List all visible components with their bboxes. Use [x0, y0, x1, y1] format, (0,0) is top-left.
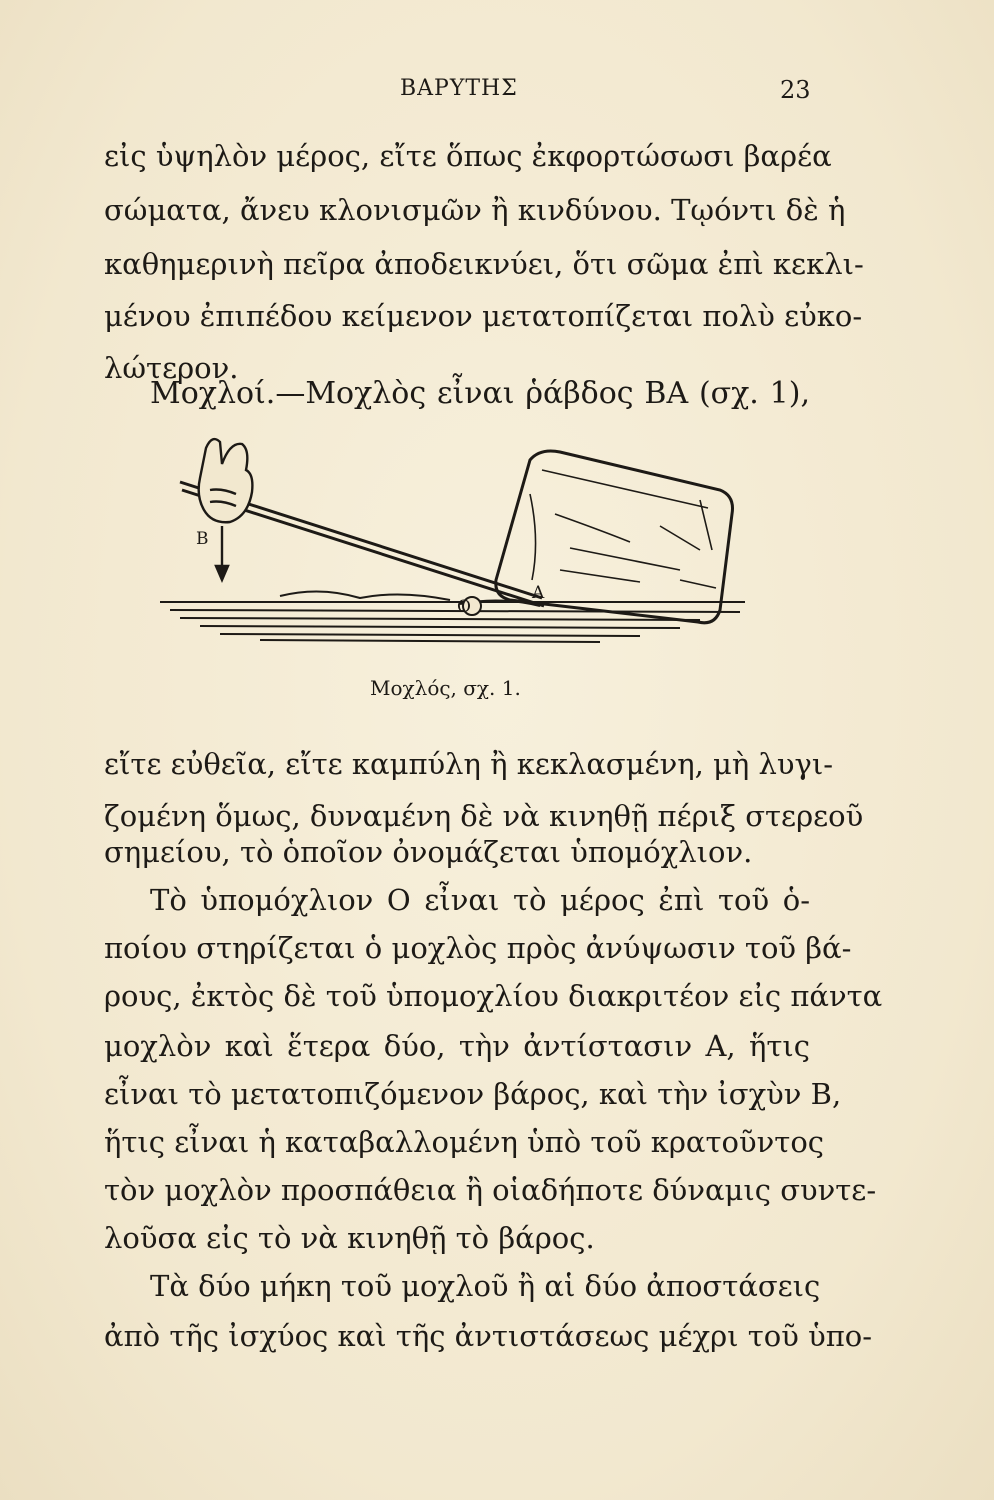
text-line: ἥτις εἶναι ἡ καταβαλλομένη ὑπὸ τοῦ κρατοῦντος: [104, 1125, 825, 1159]
label-a: A: [532, 583, 545, 603]
text-line: μοχλὸν καὶ ἕτερα δύο, τὴν ἀντίστασιν Α, ἥτις: [104, 1029, 810, 1063]
running-head: [0, 76, 994, 106]
text-line: ζομένη ὅμως, δυναμένη δὲ νὰ κινηθῇ πέριξ στερεοῦ: [104, 799, 864, 833]
text-line: Τὰ δύο μήκη τοῦ μοχλοῦ ἢ αἱ δύο ἀποστάσεις: [150, 1269, 821, 1303]
figure-caption: Μοχλός, σχ. 1.: [370, 676, 521, 700]
force-arrow: [216, 526, 228, 580]
text-line: εἴτε εὐθεῖα, εἴτε καμπύλη ἢ κεκλασμένη, μὴ λυγι-: [104, 747, 833, 781]
text-line: τὸν μοχλὸν προσπάθεια ἢ οἱαδήποτε δύναμις συντε-: [104, 1173, 877, 1207]
text-line: ποίου στηρίζεται ὁ μοχλὸς πρὸς ἀνύψωσιν τοῦ βά-: [104, 931, 852, 965]
text-line: μένου ἐπιπέδου κείμενον μετατοπίζεται πολὺ εὐκο-: [104, 299, 863, 333]
label-o: O: [457, 597, 471, 617]
text-line: Τὸ ὑπομόχλιον Ο εἶναι τὸ μέρος ἐπὶ τοῦ ὁ-: [150, 883, 810, 917]
page-number: 23: [780, 76, 811, 104]
text-line: ρους, ἐκτὸς δὲ τοῦ ὑπομοχλίου διακριτέον εἰς πάντα: [104, 979, 883, 1013]
text-line: σημείου, τὸ ὁποῖον ὀνομάζεται ὑπομόχλιον.: [104, 835, 753, 869]
text-line: σώματα, ἄνευ κλονισμῶν ἢ κινδύνου. Τῳόντι δὲ ἡ: [104, 193, 846, 227]
section-heading-line: Μοχλοί.—Μοχλὸς εἶναι ῥάβδος ΒΑ (σχ. 1),: [150, 376, 810, 411]
hand-drawing: [199, 439, 253, 522]
text-line: εἰς ὑψηλὸν μέρος, εἴτε ὅπως ἐκφορτώσωσι βαρέα: [104, 139, 832, 173]
running-title: ΒΑΡΥΤΗΣ: [400, 76, 518, 101]
label-b: B: [196, 529, 209, 549]
text-line: εἶναι τὸ μετατοπιζόμενον βάρος, καὶ τὴν ἰσχὺν Β,: [104, 1077, 842, 1111]
text-line: καθημερινὴ πεῖρα ἀποδεικνύει, ὅτι σῶμα ἐπὶ κεκλι-: [104, 247, 864, 281]
text-line: λοῦσα εἰς τὸ νὰ κινηθῇ τὸ βάρος.: [104, 1221, 595, 1255]
text-line: ἀπὸ τῆς ἰσχύος καὶ τῆς ἀντιστάσεως μέχρι τοῦ ὑπο-: [104, 1319, 873, 1353]
text-line: λώτερον.: [104, 351, 239, 385]
lever-illustration: [160, 430, 750, 670]
